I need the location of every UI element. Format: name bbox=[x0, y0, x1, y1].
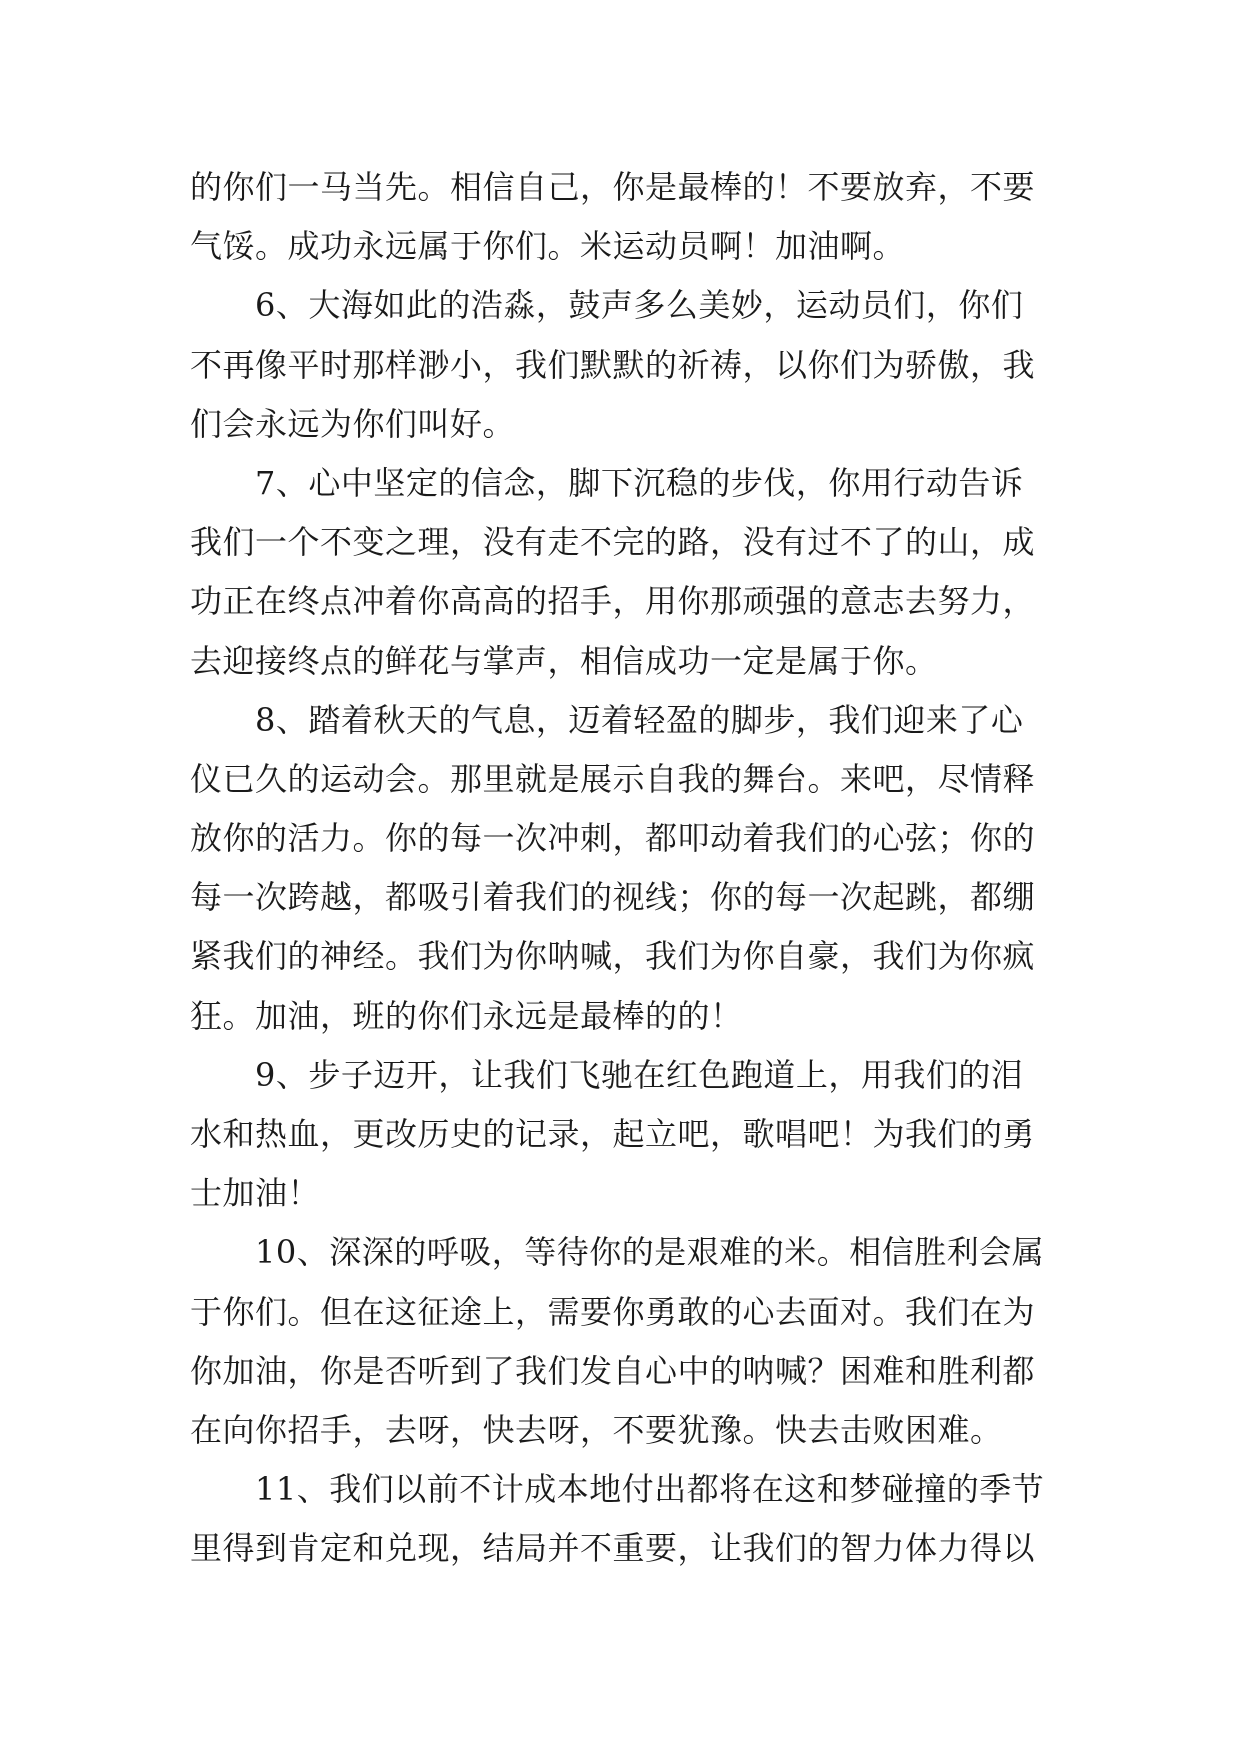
text-line: 11、我们以前不计成本地付出都将在这和梦碰撞的季节 bbox=[190, 1470, 1045, 1509]
text-line: 不再像平时那样渺小，我们默默的祈祷，以你们为骄傲，我 bbox=[190, 345, 1036, 384]
text-line: 仪已久的运动会。那里就是展示自我的舞台。来吧，尽情释 bbox=[190, 759, 1036, 798]
text-line: 在向你招手，去呀，快去呀，不要犹豫。快去击败困难。 bbox=[190, 1410, 1003, 1449]
text-line: 你加油，你是否听到了我们发自心中的呐喊？困难和胜利都 bbox=[190, 1351, 1036, 1390]
text-line: 功正在终点冲着你高高的招手，用你那顽强的意志去努力， bbox=[190, 582, 1036, 621]
text-line: 每一次跨越，都吸引着我们的视线；你的每一次起跳，都绷 bbox=[190, 878, 1036, 917]
text-line: 于你们。但在这征途上，需要你勇敢的心去面对。我们在为 bbox=[190, 1292, 1036, 1331]
text-line: 士加油！ bbox=[190, 1174, 321, 1213]
text-line: 9、步子迈开，让我们飞驰在红色跑道上，用我们的泪 bbox=[190, 1055, 1024, 1094]
text-line: 10、深深的呼吸，等待你的是艰难的米。相信胜利会属 bbox=[190, 1233, 1045, 1272]
text-line: 6、大海如此的浩淼，鼓声多么美妙，运动员们，你们 bbox=[190, 286, 1024, 325]
text-line: 气馁。成功永远属于你们。米运动员啊！加油啊。 bbox=[190, 227, 906, 266]
text-line: 我们一个不变之理，没有走不完的路，没有过不了的山，成 bbox=[190, 523, 1036, 562]
body-text bbox=[190, 158, 1070, 1579]
text-line: 狂。加油，班的你们永远是最棒的的！ bbox=[190, 996, 743, 1035]
text-line: 里得到肯定和兑现，结局并不重要，让我们的智力体力得以 bbox=[190, 1529, 1036, 1568]
text-line: 们会永远为你们叫好。 bbox=[190, 404, 516, 443]
text-line: 放你的活力。你的每一次冲刺，都叩动着我们的心弦；你的 bbox=[190, 819, 1036, 858]
text-line: 7、心中坚定的信念，脚下沉稳的步伐，你用行动告诉 bbox=[190, 463, 1024, 502]
text-line: 紧我们的神经。我们为你呐喊，我们为你自豪，我们为你疯 bbox=[190, 937, 1036, 976]
text-line: 8、踏着秋天的气息，迈着轻盈的脚步，我们迎来了心 bbox=[190, 700, 1024, 739]
text-line: 水和热血，更改历史的记录，起立吧，歌唱吧！为我们的勇 bbox=[190, 1115, 1036, 1153]
text-line: 去迎接终点的鲜花与掌声，相信成功一定是属于你。 bbox=[190, 641, 938, 680]
text-line: 的你们一马当先。相信自己，你是最棒的！不要放弃，不要 bbox=[190, 168, 1036, 206]
